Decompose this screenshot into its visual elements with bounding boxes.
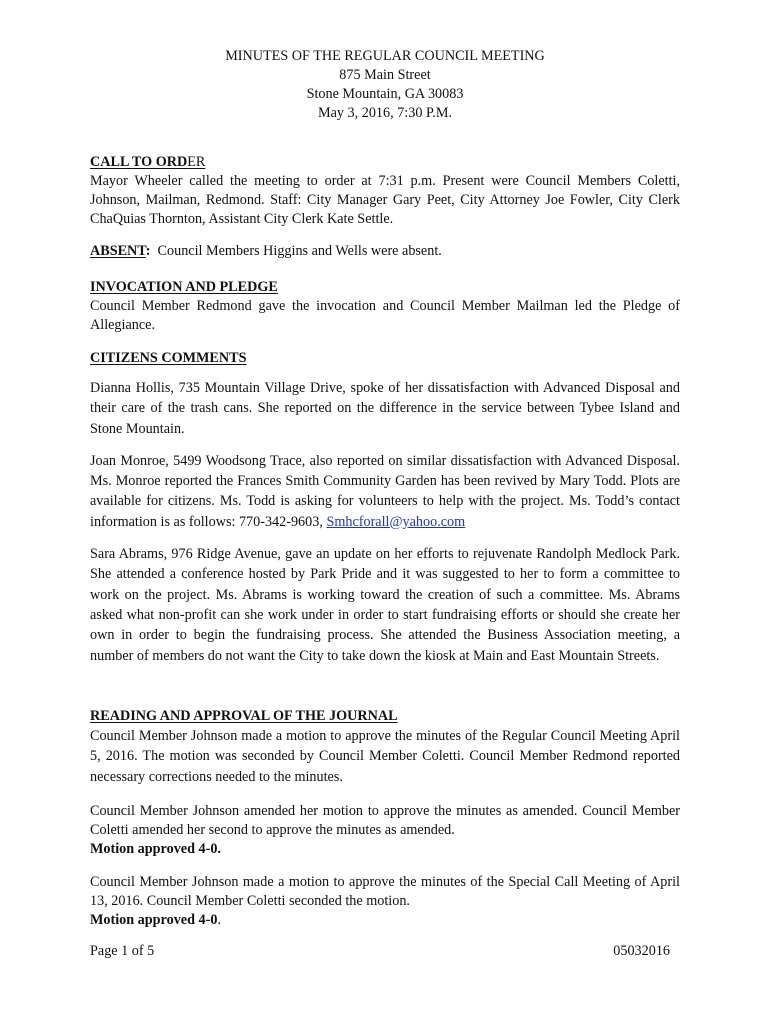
email-link[interactable]: Smhcforall@yahoo.com [326, 513, 466, 530]
call-to-order-heading: CALL TO ORDER [90, 154, 206, 170]
meeting-date: May 3, 2016, 7:30 P.M. [317, 105, 452, 121]
absent-section [90, 242, 680, 261]
meeting-city: Stone Mountain, GA 30083 [306, 86, 464, 102]
citizen-comment: Dianna Hollis, 735 Mountain Village Drive, spoke of her dissatisfaction with Advanced Disposal and their care of the trash cans. She reported on the difference in the service between Tybee Island and Stone Mountain. [90, 380, 680, 437]
invocation-text: Council Member Redmond gave the invocation and Council Member Mailman led the Pledge of Allegiance. [90, 298, 680, 333]
motion-result: Motion approved 4-0. [90, 912, 221, 928]
journal-special-call [90, 873, 680, 930]
journal-motion: Council Member Johnson amended her motion to approve the minutes as amended. Council Member Coletti amended her second to approve the minutes as amended. [90, 803, 680, 838]
journal-section [90, 707, 680, 797]
page-number: Page 1 of 5 [90, 943, 155, 959]
invocation-section [90, 278, 680, 335]
absent-paragraph: ABSENT: Council Members Higgins and Wells were absent. [90, 243, 442, 259]
call-to-order-text: Mayor Wheeler called the meeting to order at 7:31 p.m. Present were Council Members Coletti, Johnson, Mailman, Redmond. Staff: City Manager Gary Peet, City Attorney Joe Fowler, City Clerk ChaQuias Thornton, Assistant City Clerk Kate Settle. [90, 173, 680, 227]
document-code: 05032016 [613, 943, 670, 959]
absent-heading: ABSENT [90, 243, 146, 259]
journal-motion: Council Member Johnson made a motion to approve the minutes of the Regular Council Meeting April 5, 2016. The motion was seconded by Council Member Coletti. Council Member Redmond reported necessary corrections needed to the minutes. [90, 728, 680, 785]
document-title: MINUTES OF THE REGULAR COUNCIL MEETING [225, 48, 545, 64]
motion-result: Motion approved 4-0. [90, 841, 221, 857]
journal-heading: READING AND APPROVAL OF THE JOURNAL [90, 708, 398, 724]
absent-text: Council Members Higgins and Wells were absent. [150, 243, 442, 259]
citizens-comments-heading: CITIZENS COMMENTS [90, 350, 247, 366]
call-to-order-section [90, 153, 680, 229]
meeting-address: 875 Main Street [339, 67, 431, 83]
document-header [90, 47, 680, 123]
invocation-heading: INVOCATION AND PLEDGE [90, 279, 278, 295]
journal-motion: Council Member Johnson made a motion to approve the minutes of the Special Call Meeting of April 13, 2016. Council Member Coletti seconded the motion. [90, 874, 680, 909]
citizen-comment: Sara Abrams, 976 Ridge Avenue, gave an update on her efforts to rejuvenate Randolph Medlock Park. She attended a conference hosted by Park Pride and it was suggested to her to form a committee to work on the project. Ms. Abrams is working toward the creation of such a committee. Ms. Abrams asked what non-profit can she work under in order to start fundraising efforts or should she create her own in order to begin the fundraising process. She attended the Business Association meeting, a number of members do not want the City to take down the kiosk at Main and East Mountain Streets. [90, 546, 680, 664]
citizen-comment: Joan Monroe, 5499 Woodsong Trace, also reported on similar dissatisfaction with Advanced Disposal. Ms. Monroe reported the Frances Smith Community Garden has been revived by Mary Todd. Plots are available for citizens. Ms. Todd is asking for volunteers to help with the project. Ms. Todd’s contact information is as follows: 770-342-9603, Smhcforall@yahoo.com [90, 452, 680, 530]
citizens-comments-section [90, 349, 680, 666]
journal-amendment [90, 802, 680, 859]
